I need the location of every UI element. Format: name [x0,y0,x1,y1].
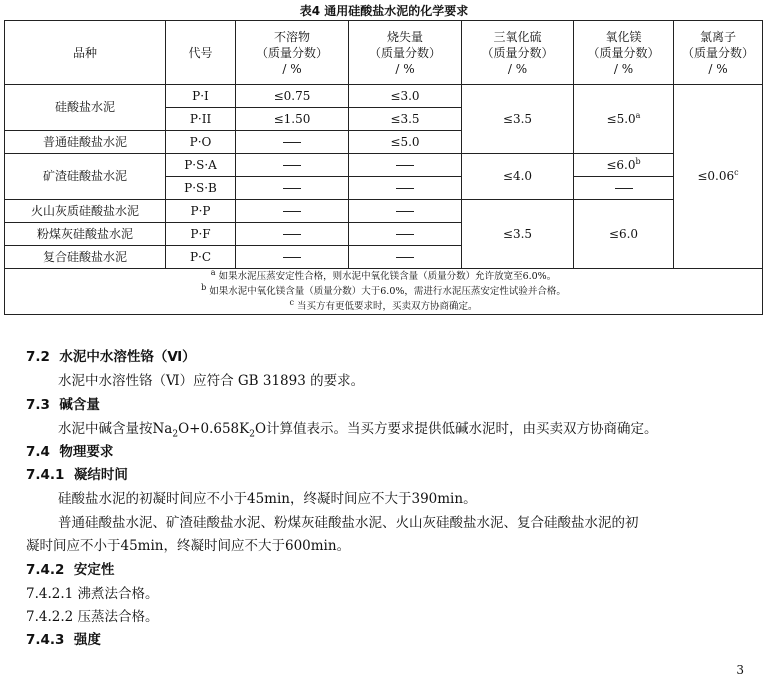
insoluble-cell [236,200,349,223]
dash-mark [396,165,414,166]
table-row [5,85,763,108]
mgo-cell: ≤6.0 [574,200,674,269]
table-notes [5,269,763,315]
code-cell: P·S·B [166,177,236,200]
code-cell: P·O [166,131,236,154]
dash-mark [283,188,301,189]
insoluble-cell [236,223,349,246]
variety-cell: 复合硅酸盐水泥 [5,246,166,269]
section-7-4-1-heading: 7.4.1 凝结时间 [26,467,128,483]
section-7-4-heading: 7.4 物理要求 [26,444,114,460]
insoluble-cell [236,246,349,269]
header-mgo: 氧化镁 （质量分数） / % [574,21,674,85]
section-7-2-text: 水泥中水溶性铬（Ⅵ）应符合 GB 31893 的要求。 [58,373,365,389]
note-a: $^a$ 如果水泥压蒸安定性合格，则水泥中氧化镁含量（质量分数）允许放宽至6.0%。 [210,267,557,282]
code-cell: P·C [166,246,236,269]
dash-mark [283,257,301,258]
variety-cell: 硅酸盐水泥 [5,85,166,131]
insoluble-cell [236,131,349,154]
loss-cell [349,223,462,246]
loss-cell [349,200,462,223]
loss-cell [349,246,462,269]
table-notes-row [5,269,763,315]
section-7-3-heading: 7.3 碱含量 [26,397,100,413]
mgo-cell [574,177,674,200]
dash-mark [283,234,301,235]
section-7-4-2-2: 7.4.2.2 压蒸法合格。 [26,609,159,625]
section-7-4-1-text-2a: 普通硅酸盐水泥、矿渣硅酸盐水泥、粉煤灰硅酸盐水泥、火山灰硅酸盐水泥、复合硅酸盐水泥的初 [58,515,639,531]
section-7-4-3-heading: 7.4.3 强度 [26,632,101,648]
code-cell: P·F [166,223,236,246]
so3-cell: ≤3.5 [462,200,574,269]
header-code: 代号 [166,21,236,85]
dash-mark [283,165,301,166]
section-7-4-1-text-1: 硅酸盐水泥的初凝时间应不小于45min，终凝时间应不大于390min。 [58,491,477,507]
dash-mark [396,188,414,189]
section-7-4-2-1: 7.4.2.1 沸煮法合格。 [26,586,159,602]
page-number: 3 [736,663,744,677]
mgo-cell: ≤5.0$^a$ [574,85,674,154]
dash-mark [283,142,301,143]
code-cell: P·P [166,200,236,223]
header-so3: 三氧化硫 （质量分数） / % [462,21,574,85]
mgo-cell: ≤6.0$^b$ [574,154,674,177]
dash-mark [396,211,414,212]
loss-cell: ≤5.0 [349,131,462,154]
loss-cell: ≤3.0 [349,85,462,108]
variety-cell: 火山灰质硅酸盐水泥 [5,200,166,223]
dash-mark [615,188,633,189]
so3-cell: ≤4.0 [462,154,574,200]
section-7-4-2-heading: 7.4.2 安定性 [26,562,115,578]
table-caption: 表4 通用硅酸盐水泥的化学要求 [299,4,469,18]
insoluble-cell: ≤0.75 [236,85,349,108]
dash-mark [396,257,414,258]
table-row [5,154,763,177]
header-loss-on-ignition: 烧失量 （质量分数） / % [349,21,462,85]
insoluble-cell [236,177,349,200]
loss-cell [349,154,462,177]
header-insoluble: 不溶物 （质量分数） / % [236,21,349,85]
so3-cell: ≤3.5 [462,85,574,154]
chloride-cell: ≤0.06$^c$ [674,85,763,269]
section-7-2-heading: 7.2 水泥中水溶性铬（Ⅵ） [26,349,196,365]
variety-cell: 矿渣硅酸盐水泥 [5,154,166,200]
section-7-3-text: 水泥中碱含量按$Na_2O+0.658K_2O$计算值表示。当买方要求提供低碱水泥时，由买卖双方协商确定。 [58,421,658,440]
loss-cell: ≤3.5 [349,108,462,131]
insoluble-cell [236,154,349,177]
code-cell: P·I [166,85,236,108]
insoluble-cell: ≤1.50 [236,108,349,131]
chemical-requirements-table [4,20,763,315]
note-c: $^c$ 当买方有更低要求时，买卖双方协商确定。 [289,297,478,312]
variety-cell: 粉煤灰硅酸盐水泥 [5,223,166,246]
loss-cell [349,177,462,200]
table-row [5,200,763,223]
dash-mark [283,211,301,212]
header-chloride: 氯离子 （质量分数） / % [674,21,763,85]
header-variety: 品种 [5,21,166,85]
dash-mark [396,234,414,235]
section-7-4-1-text-2b: 凝时间应不小于45min，终凝时间应不大于600min。 [26,538,351,554]
code-cell: P·S·A [166,154,236,177]
note-b: $^b$ 如果水泥中氧化镁含量（质量分数）大于6.0%，需进行水泥压蒸安定性试验并合格。 [201,282,566,297]
variety-cell: 普通硅酸盐水泥 [5,131,166,154]
code-cell: P·II [166,108,236,131]
